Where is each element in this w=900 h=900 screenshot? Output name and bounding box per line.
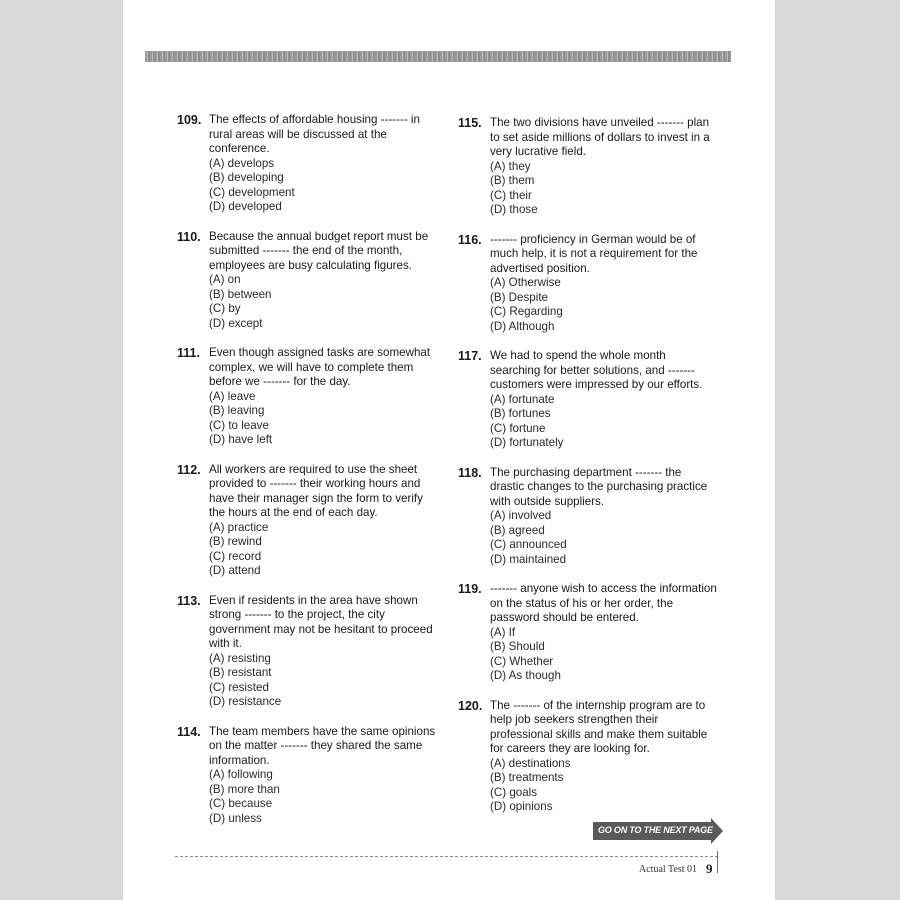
footer-test-label: Actual Test 01 [639, 864, 697, 875]
question-text-line: professional skills and make them suitable [490, 727, 708, 741]
page-number: 9 [706, 861, 713, 876]
question-item [177, 113, 439, 215]
question-text-line: searching for better solutions, and ------- [490, 363, 695, 377]
question-text-line: The ------- of the internship program are to [490, 698, 706, 712]
answer-option: (C) Whether [490, 654, 554, 668]
answer-option: (C) because [209, 797, 273, 810]
question-text-line: for careers they are looking for. [490, 742, 650, 755]
answer-option: (A) Otherwise [490, 276, 561, 289]
answer-option: (D) Although [490, 319, 555, 333]
question-text-line: employees are busy calculating figures. [209, 258, 412, 272]
answer-option: (C) announced [490, 538, 567, 551]
question-number: 115. [458, 116, 482, 130]
question-number: 113. [177, 593, 201, 608]
answer-option: (B) leaving [209, 404, 265, 417]
question-text-line: Because the annual budget report must be [209, 229, 429, 243]
answer-option: (B) them [490, 174, 535, 187]
right-question-column [458, 116, 720, 830]
answer-option: (C) to leave [209, 418, 269, 432]
question-text-line: ------- proficiency in German would be of [490, 232, 696, 246]
footer-tick [717, 851, 718, 873]
answer-option: (C) by [209, 302, 241, 315]
question-number: 117. [458, 349, 482, 363]
question-number: 112. [177, 462, 201, 477]
answer-option: (A) develops [209, 156, 275, 170]
question-text-line: Even if residents in the area have shown [209, 593, 418, 607]
question-text-line: All workers are required to use the sheet [209, 462, 418, 476]
answer-option: (B) fortunes [490, 407, 551, 420]
answer-option: (D) those [490, 203, 538, 216]
answer-option: (C) goals [490, 785, 538, 799]
question-text-line: to set aside millions of dollars to invest in a [490, 130, 710, 144]
question-number: 120. [458, 698, 483, 713]
question-item [177, 346, 439, 448]
question-item [177, 463, 439, 579]
question-number: 116. [458, 232, 482, 247]
answer-option: (D) opinions [490, 800, 553, 813]
question-text-line: the hours at the end of each day. [209, 506, 378, 519]
question-item [177, 725, 439, 827]
question-text-line: strong ------- to the project, the city [209, 608, 385, 621]
question-text-line: Even though assigned tasks are somewhat [209, 346, 431, 359]
question-item [458, 233, 720, 335]
question-text-line: rural areas will be discussed at the [209, 127, 387, 141]
footer-divider [175, 856, 718, 857]
answer-option: (D) maintained [490, 552, 567, 566]
question-text-line: before we ------- for the day. [209, 375, 351, 388]
question-number: 118. [458, 465, 482, 480]
question-item [458, 582, 720, 684]
answer-option: (A) If [490, 625, 516, 639]
answer-option: (A) resisting [209, 651, 271, 665]
question-text-line: information. [209, 753, 270, 767]
question-text-line: advertised position. [490, 261, 590, 275]
question-text-line: password should be entered. [490, 611, 639, 624]
question-number: 111. [177, 346, 200, 360]
question-item [177, 230, 439, 332]
answer-option: (B) treatments [490, 771, 564, 784]
question-number: 114. [177, 724, 201, 739]
answer-option: (D) developed [209, 200, 282, 213]
answer-option: (B) developing [209, 171, 284, 184]
question-number: 110. [177, 229, 201, 244]
question-item [458, 116, 720, 218]
answer-option: (C) Regarding [490, 305, 563, 318]
answer-option: (A) destinations [490, 756, 571, 770]
answer-option: (D) have left [209, 433, 273, 446]
question-text-line: on the matter ------- they shared the same [209, 739, 423, 752]
question-number: 119. [458, 582, 482, 596]
question-item [458, 466, 720, 568]
answer-option: (A) leave [209, 389, 256, 403]
question-text-line: conference. [209, 142, 270, 155]
answer-option: (B) Should [490, 640, 545, 653]
answer-option: (D) unless [209, 811, 262, 825]
question-text-line: on the status of his or her order, the [490, 596, 674, 610]
question-text-line: The purchasing department ------- the [490, 465, 682, 479]
question-text-line: The team members have the same opinions [209, 724, 436, 738]
answer-option: (C) their [490, 188, 532, 202]
question-text-line: very lucrative field. [490, 145, 587, 158]
answer-option: (A) they [490, 159, 531, 173]
question-item [458, 699, 720, 815]
answer-option: (A) fortunate [490, 392, 555, 406]
question-text-line: government may not be hesitant to proceed [209, 622, 433, 636]
question-text-line: help job seekers strengthen their [490, 713, 659, 726]
question-text-line: drastic changes to the purchasing practice [490, 480, 708, 493]
question-text-line: We had to spend the whole month [490, 349, 666, 362]
answer-option: (D) fortunately [490, 436, 564, 449]
answer-option: (B) resistant [209, 666, 272, 679]
left-question-column [177, 113, 439, 841]
question-text-line: The two divisions have unveiled ------- plan [490, 116, 710, 129]
question-text-line: with outside suppliers. [490, 494, 605, 508]
question-text-line: much help, it is not a requirement for the [490, 247, 698, 260]
answer-option: (D) resistance [209, 695, 282, 708]
answer-option: (B) Despite [490, 290, 548, 304]
answer-option: (D) except [209, 316, 263, 330]
answer-option: (A) involved [490, 509, 552, 522]
question-text-line: The effects of affordable housing ------- in [209, 113, 420, 126]
answer-option: (B) rewind [209, 535, 262, 548]
answer-option: (C) development [209, 185, 295, 199]
answer-option: (B) agreed [490, 523, 545, 537]
test-page [123, 0, 775, 900]
answer-option: (B) more than [209, 782, 280, 796]
question-text-line: submitted ------- the end of the month, [209, 244, 403, 257]
answer-option: (C) fortune [490, 421, 546, 435]
answer-option: (A) practice [209, 520, 269, 534]
question-text-line: ------- anyone wish to access the information [490, 582, 717, 595]
answer-option: (D) As though [490, 669, 561, 682]
next-page-button[interactable] [593, 818, 723, 844]
question-item [177, 594, 439, 710]
header-bar [145, 51, 731, 62]
answer-option: (A) following [209, 768, 273, 781]
question-text-line: customers were impressed by our efforts. [490, 378, 703, 391]
answer-option: (A) on [209, 273, 241, 286]
answer-option: (B) between [209, 287, 272, 301]
answer-option: (C) record [209, 549, 262, 563]
question-text-line: with it. [209, 637, 242, 650]
question-item [458, 349, 720, 451]
answer-option: (C) resisted [209, 680, 269, 694]
next-page-label: GO ON TO THE NEXT PAGE [598, 825, 713, 835]
question-number: 109. [177, 113, 202, 127]
question-text-line: have their manager sign the form to verify [209, 491, 423, 505]
answer-option: (D) attend [209, 564, 261, 577]
question-text-line: provided to ------- their working hours and [209, 477, 421, 490]
question-text-line: complex, we will have to complete them [209, 360, 414, 374]
